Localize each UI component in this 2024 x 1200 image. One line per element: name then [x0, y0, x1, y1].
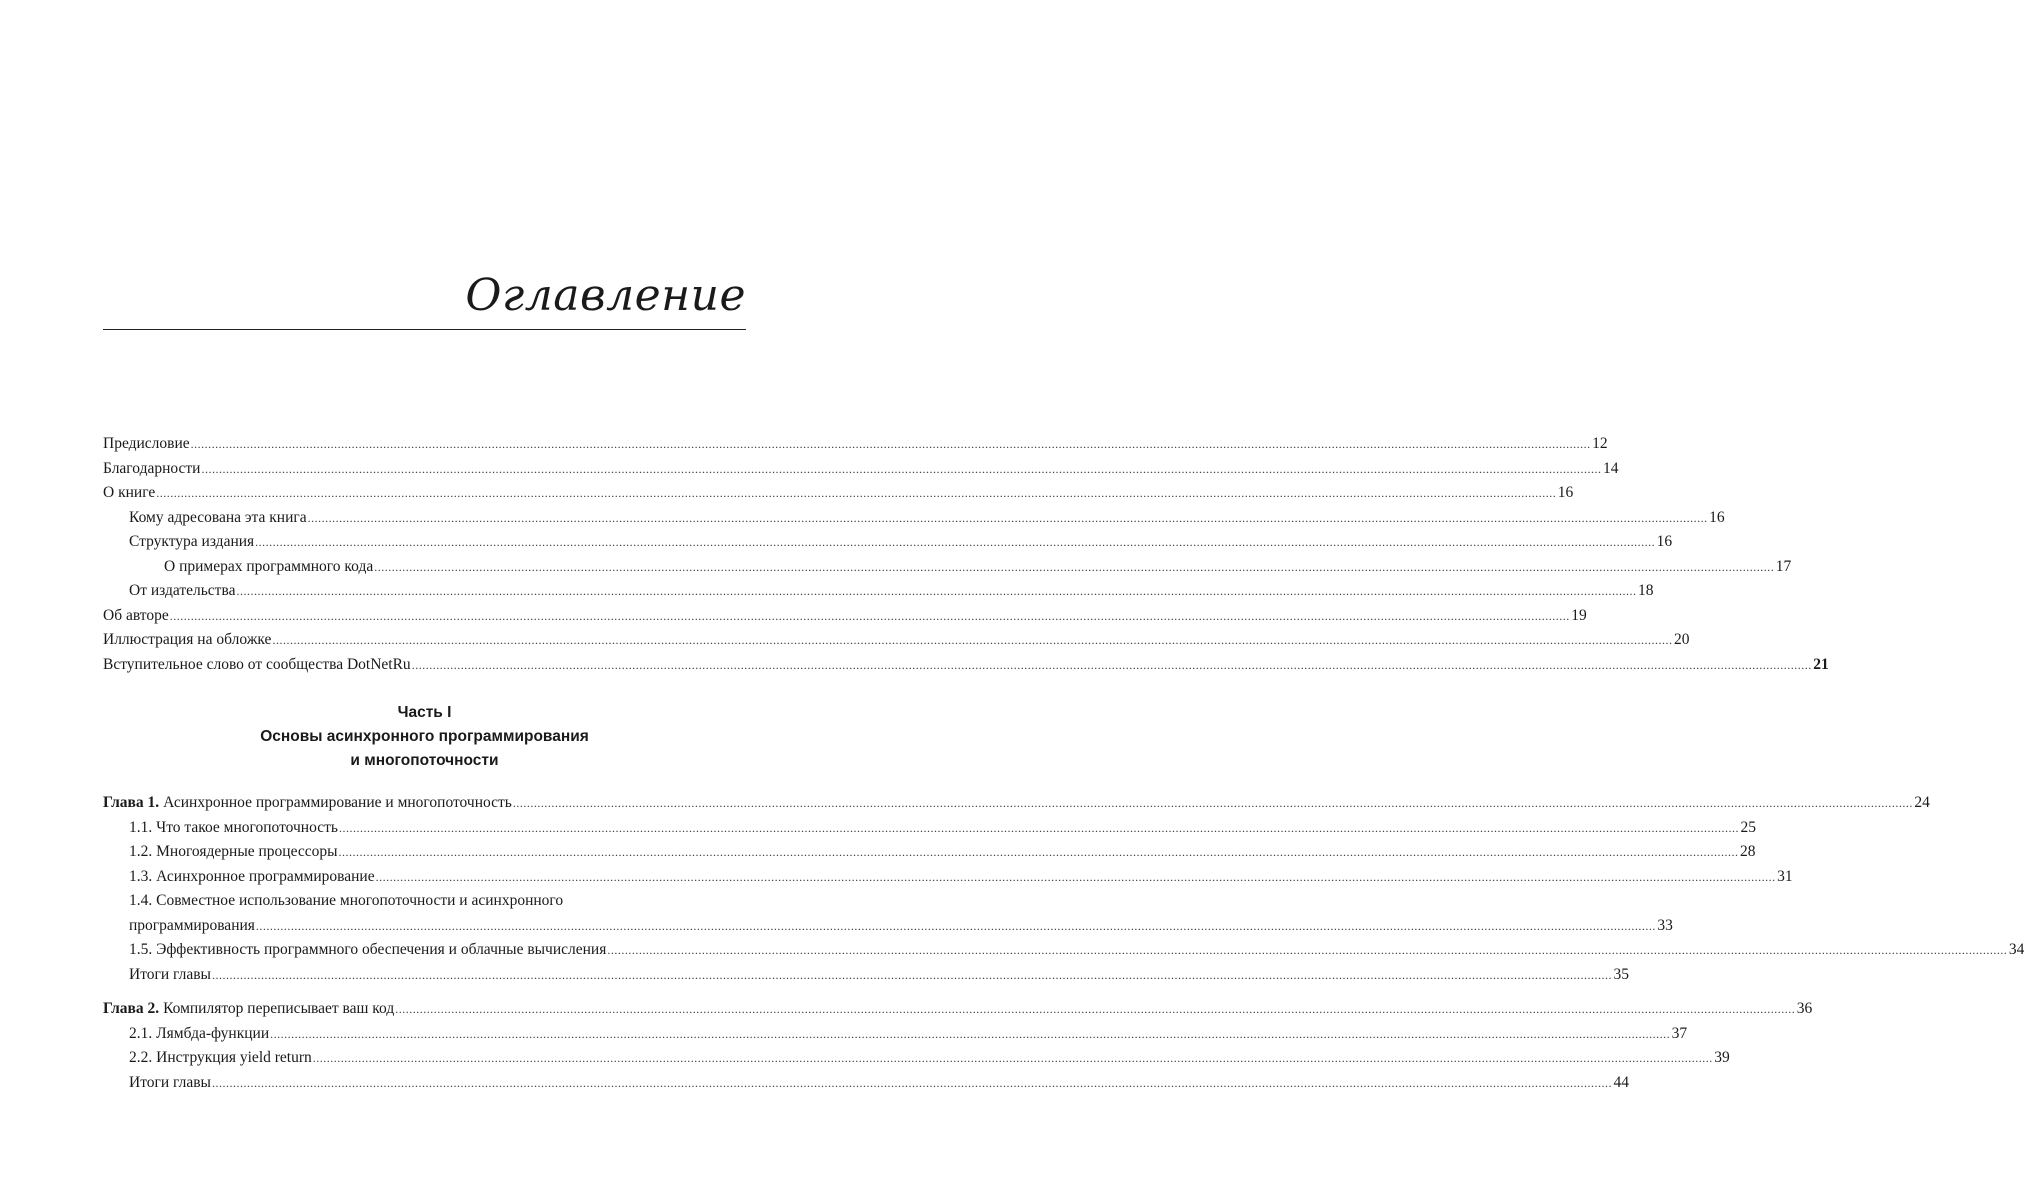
part-heading	[103, 701, 746, 773]
chapter-2-label: Глава 2.	[103, 1000, 160, 1017]
toc-entry-title: 1.5. Эффективность программного обеспечения и облачные вычисления	[129, 941, 607, 958]
toc-entry-title: Иллюстрация на обложке	[103, 631, 272, 648]
leader-dots: ................................................................................................................................................................................................................................................................................................................................................................................................................	[272, 633, 1673, 647]
toc-entry-title: Кому адресована эта книга	[129, 508, 307, 526]
toc-entry-page: 14	[1602, 459, 1619, 477]
toc-entry-title: 1.2. Многоядерные процессоры	[129, 843, 338, 860]
toc-entry[interactable]	[103, 938, 2024, 963]
chapter-2-title: Компилятор переписывает ваш код	[163, 1000, 395, 1017]
chapter-2-page: 36	[1796, 1000, 1813, 1017]
leader-dots: ................................................................................................................................................................................................................................................................................................................................................................................................................	[512, 796, 1913, 810]
toc-entry[interactable]	[103, 865, 1793, 890]
leader-dots: ................................................................................................................................................................................................................................................................................................................................................................................................................	[374, 559, 1775, 574]
leader-dots: ................................................................................................................................................................................................................................................................................................................................................................................................................	[607, 943, 2008, 957]
toc-entry-title: От издательства	[129, 582, 236, 599]
toc-entry[interactable]	[103, 1071, 1629, 1096]
page-title: Оглавление	[465, 270, 746, 321]
toc-entry-page: 39	[1714, 1049, 1730, 1066]
leader-dots: ................................................................................................................................................................................................................................................................................................................................................................................................................	[211, 967, 1612, 982]
toc-entry-page: 19	[1571, 606, 1587, 624]
leader-dots: ................................................................................................................................................................................................................................................................................................................................................................................................................	[156, 486, 1557, 500]
chapter-1-label: Глава 1.	[103, 794, 160, 811]
toc-entry-page: 25	[1740, 818, 1756, 836]
chapter-1-title: Асинхронное программирование и многопоточность	[163, 794, 512, 811]
toc-entry[interactable]	[103, 1046, 1730, 1071]
toc-entry-page: 37	[1671, 1024, 1688, 1042]
toc-entry-title: 1.3. Асинхронное программирование	[129, 867, 375, 885]
table-of-contents	[103, 432, 2024, 1095]
toc-entry[interactable]	[103, 628, 1690, 653]
toc-entry-page: 12	[1592, 435, 1608, 452]
toc-entry-page: 20	[1673, 631, 1690, 648]
toc-entry[interactable]	[103, 653, 1829, 678]
leader-dots: ................................................................................................................................................................................................................................................................................................................................................................................................................	[201, 461, 1602, 476]
section-1-4-line1: 1.4. Совместное использование многопоточности и асинхронного	[129, 892, 564, 909]
toc-entry[interactable]	[103, 1022, 1688, 1047]
leader-dots: ................................................................................................................................................................................................................................................................................................................................................................................................................	[395, 1002, 1796, 1016]
section-1-4-line2: программирования	[129, 916, 255, 934]
title-rule	[103, 329, 746, 330]
leader-dots: ................................................................................................................................................................................................................................................................................................................................................................................................................	[236, 584, 1637, 598]
chapter-2-entry[interactable]	[103, 997, 1813, 1022]
toc-entry-page: 28	[1740, 843, 1756, 860]
toc-entry[interactable]	[103, 555, 1792, 580]
toc-entry[interactable]	[103, 963, 1629, 988]
leader-dots: ................................................................................................................................................................................................................................................................................................................................................................................................................	[255, 535, 1656, 549]
toc-entry[interactable]	[103, 840, 1756, 865]
toc-entry-page: 17	[1775, 557, 1792, 575]
leader-dots: ................................................................................................................................................................................................................................................................................................................................................................................................................	[375, 869, 1776, 884]
leader-dots: ................................................................................................................................................................................................................................................................................................................................................................................................................	[270, 1026, 1671, 1041]
toc-entry-title: 2.1. Лямбда-функции	[129, 1024, 270, 1042]
leader-dots: ................................................................................................................................................................................................................................................................................................................................................................................................................	[312, 1051, 1713, 1065]
leader-dots: ................................................................................................................................................................................................................................................................................................................................................................................................................	[190, 437, 1591, 451]
toc-entry-title: О примерах программного кода	[164, 557, 374, 575]
toc-entry-title: 2.2. Инструкция yield return	[129, 1049, 312, 1066]
toc-entry-page: 31	[1777, 867, 1793, 885]
chapter-1-entry[interactable]	[103, 791, 1930, 816]
toc-entry-page: 35	[1613, 965, 1629, 983]
toc-entry-page: 16	[1709, 508, 1725, 526]
leader-dots: ................................................................................................................................................................................................................................................................................................................................................................................................................	[255, 918, 1656, 933]
toc-entry-page: 18	[1637, 582, 1654, 599]
toc-entry-title: О книге	[103, 484, 156, 501]
toc-entry-page: 34	[2008, 941, 2024, 958]
toc-entry-title: Предисловие	[103, 435, 190, 452]
chapter-1-page: 24	[1914, 794, 1930, 811]
leader-dots: ................................................................................................................................................................................................................................................................................................................................................................................................................	[338, 845, 1739, 859]
toc-entry[interactable]	[103, 457, 1619, 482]
toc-entry[interactable]	[103, 579, 1654, 604]
toc-entry[interactable]	[103, 530, 1673, 555]
toc-entry-title: Благодарности	[103, 459, 201, 477]
section-1-4-entry[interactable]	[103, 889, 1673, 938]
front-matter-list	[103, 432, 1829, 677]
leader-dots: ................................................................................................................................................................................................................................................................................................................................................................................................................	[338, 820, 1739, 835]
toc-entry[interactable]	[103, 604, 1587, 629]
toc-entry-page: 16	[1656, 533, 1673, 550]
section-1-4-page: 33	[1657, 916, 1673, 934]
leader-dots: ................................................................................................................................................................................................................................................................................................................................................................................................................	[307, 510, 1708, 525]
leader-dots: ................................................................................................................................................................................................................................................................................................................................................................................................................	[411, 657, 1812, 672]
toc-entry-title: Вступительное слово от сообщества DotNetRu	[103, 655, 411, 673]
toc-entry-title: Итоги главы	[129, 1073, 211, 1091]
part-title-line2: и многопоточности	[350, 752, 499, 769]
leader-dots: ................................................................................................................................................................................................................................................................................................................................................................................................................	[211, 1075, 1612, 1090]
chapter-1-sections	[103, 816, 1793, 890]
toc-entry-page: 21	[1813, 655, 1829, 673]
part-title-line1: Основы асинхронного программирования	[260, 728, 589, 745]
part-label: Часть I	[397, 704, 452, 721]
toc-entry-page: 16	[1557, 484, 1574, 501]
leader-dots: ................................................................................................................................................................................................................................................................................................................................................................................................................	[169, 608, 1570, 623]
toc-entry[interactable]	[103, 481, 1574, 506]
toc-entry-title: Структура издания	[129, 533, 255, 550]
toc-entry[interactable]	[103, 506, 1725, 531]
toc-entry[interactable]	[103, 816, 1756, 841]
toc-entry-page: 44	[1613, 1073, 1629, 1091]
toc-entry-title: 1.1. Что такое многопоточность	[129, 818, 338, 836]
chapter-2-sections	[103, 1022, 1730, 1096]
toc-entry-title: Итоги главы	[129, 965, 211, 983]
chapter-1-sections-after	[103, 938, 2024, 987]
toc-entry-title: Об авторе	[103, 606, 169, 624]
toc-entry[interactable]	[103, 432, 1608, 457]
